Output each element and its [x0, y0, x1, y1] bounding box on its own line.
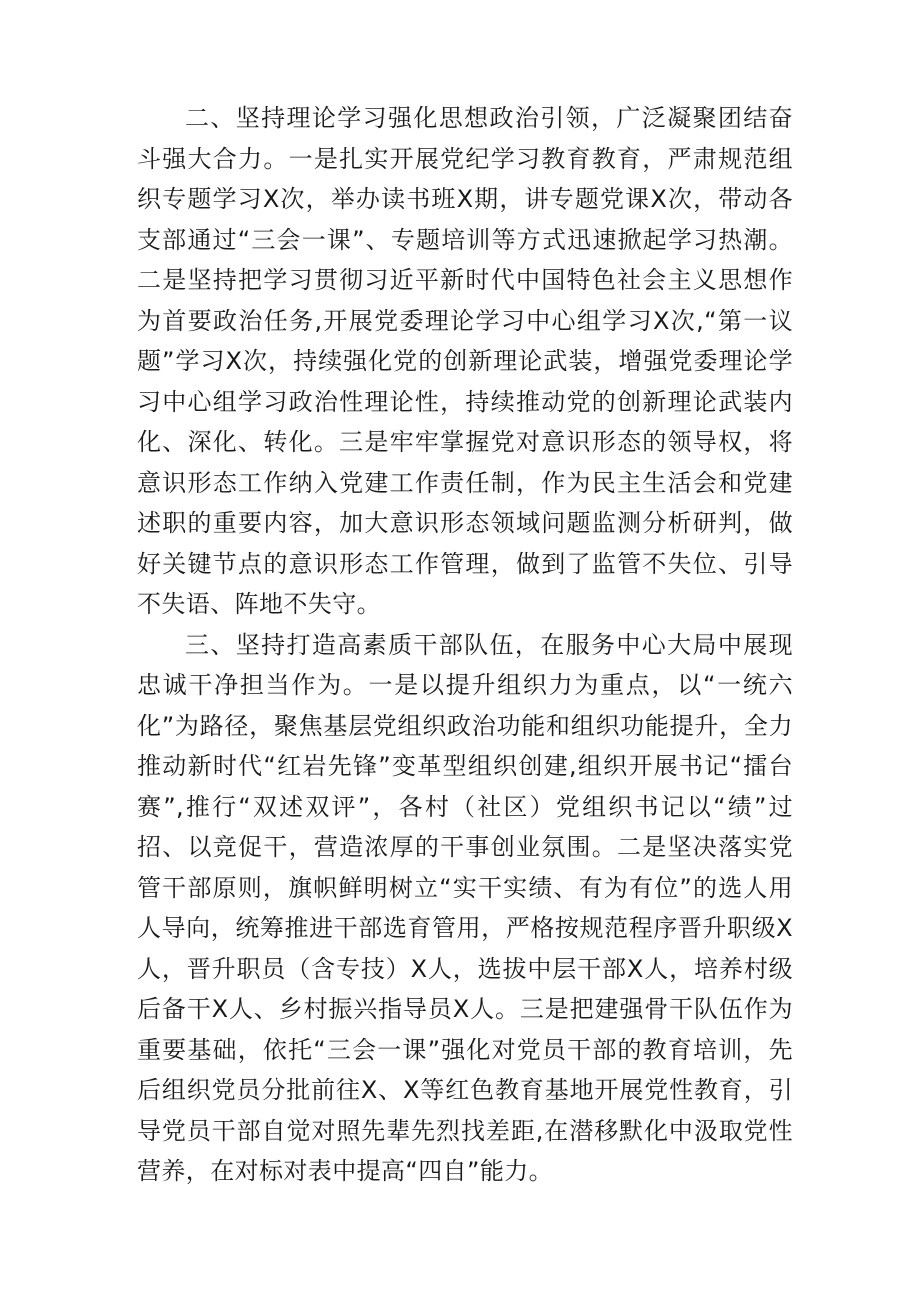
paragraph-cadre-team: 三、坚持打造高素质干部队伍，在服务中心大局中展现忠诚干净担当作为。一是以提升组织力为重点，以“一统六化”为路径，聚焦基层党组织政治功能和组织功能提升，全力推动新时代“红岩先锋”变革型组织创建,组织开展书记“擂台赛”,推行“双述双评”，各村（社区）党组织书记以“绩”过招、以竞促干，营造浓厚的干事创业氛围。二是坚决落实党管干部原则，旗帜鲜明树立“实干实绩、有为有位”的选人用人导向，统筹推进干部选育管用，严格按规范程序晋升职级X人，晋升职员（含专技）X人，选拔中层干部X人，培养村级后备干X人、乡村振兴指导员X人。三是把建强骨干队伍作为重要基础，依托“三会一课”强化对党员干部的教育培训，先后组织党员分批前往X、X等红色教育基地开展党性教育，引导党员干部自觉对照先辈先烈找差距,在潜移默化中汲取党性营养，在对标对表中提高“四自”能力。 [137, 630, 793, 1185]
paragraph-theory-study: 二、坚持理论学习强化思想政治引领，广泛凝聚团结奋斗强大合力。一是扎实开展党纪学习教育教育，严肃规范组织专题学习X次，举办读书班X期，讲专题党课X次，带动各支部通过“三会一课”、专题培训等方式迅速掀起学习热潮。二是坚持把学习贯彻习近平新时代中国特色社会主义思想作为首要政治任务,开展党委理论学习中心组学习X次,“第一议题”学习X次，持续强化党的创新理论武装，增强党委理论学习中心组学习政治性理论性，持续推动党的创新理论武装内化、深化、转化。三是牢牢掌握党对意识形态的领导权，将意识形态工作纳入党建工作责任制，作为民主生活会和党建述职的重要内容，加大意识形态领域问题监测分析研判，做好关键节点的意识形态工作管理，做到了监管不失位、引导不失语、阵地不失守。 [137, 104, 793, 618]
document-body [137, 98, 793, 1192]
